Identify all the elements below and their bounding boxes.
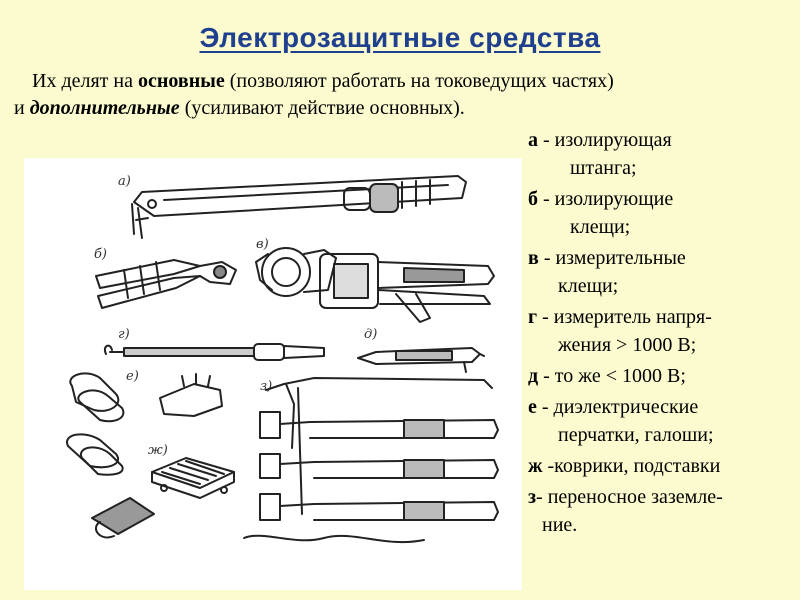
legend-text: - измеритель напря- (537, 306, 712, 328)
intro-basic-term: основные (138, 70, 225, 92)
label-zh: ж) (148, 443, 168, 458)
legend-letter: а (528, 129, 538, 151)
legend-item-v (528, 244, 796, 300)
label-v: в) (256, 237, 269, 252)
legend-letter: б (528, 188, 538, 210)
legend-item-e (528, 393, 796, 449)
label-a: а) (118, 174, 131, 189)
legend-item-zh (528, 452, 796, 480)
voltage-indicator-low-drawing (358, 327, 484, 372)
legend-text: - переносное заземле- (536, 486, 723, 508)
label-z: з) (260, 379, 273, 394)
legend-continuation: клещи; (558, 275, 619, 297)
legend-list (528, 126, 796, 542)
legend-continuation: клещи; (570, 216, 631, 238)
legend-text: - диэлектрические (536, 396, 699, 418)
equipment-illustration (24, 158, 522, 590)
legend-item-d (528, 362, 796, 390)
label-d: д) (364, 327, 378, 342)
legend-text: - изолирующие (538, 188, 674, 210)
intro-text: Их делят на (32, 70, 138, 92)
legend-continuation: перчатки, галоши; (558, 424, 714, 446)
label-b: б) (94, 247, 108, 262)
legend-letter: ж (528, 455, 543, 477)
intro-paragraph (14, 68, 794, 122)
portable-grounding-drawing (244, 378, 498, 542)
intro-line-1 (14, 68, 794, 95)
measuring-clamp-drawing (256, 237, 494, 322)
legend-continuation: ние. (542, 514, 578, 536)
insulating-rod-drawing (118, 174, 466, 238)
equipment-drawing (24, 158, 522, 590)
intro-text: и (14, 97, 30, 119)
intro-additional-term: дополнительные (29, 97, 180, 119)
legend-letter: д (528, 365, 539, 387)
voltage-indicator-high-drawing (105, 327, 324, 360)
legend-text: - то же < 1000 В; (538, 365, 686, 387)
intro-text: (позволяют работать на токоведущих частях) (224, 70, 614, 92)
intro-line-2 (14, 97, 465, 119)
legend-text: -коврики, подставки (542, 455, 721, 477)
legend-item-b (528, 185, 796, 241)
legend-letter: з (528, 486, 537, 508)
legend-item-z (528, 483, 796, 539)
legend-letter: е (528, 396, 537, 418)
legend-continuation: жения > 1000 В; (558, 334, 697, 356)
intro-text: (усиливают действие основных). (179, 97, 465, 119)
label-e: е) (126, 369, 139, 384)
legend-letter: г (528, 306, 538, 328)
legend-continuation: штанга; (570, 157, 637, 179)
insulating-pliers-drawing (94, 247, 236, 308)
legend-item-a (528, 126, 796, 182)
dielectric-gloves-galoshes-drawing (67, 369, 222, 475)
legend-item-g (528, 303, 796, 359)
legend-text: - изолирующая (538, 129, 672, 151)
label-g: г) (118, 327, 130, 342)
legend-text: - измерительные (538, 247, 686, 269)
page-title: Электрозащитные средства (199, 22, 601, 53)
legend-letter: в (528, 247, 539, 269)
